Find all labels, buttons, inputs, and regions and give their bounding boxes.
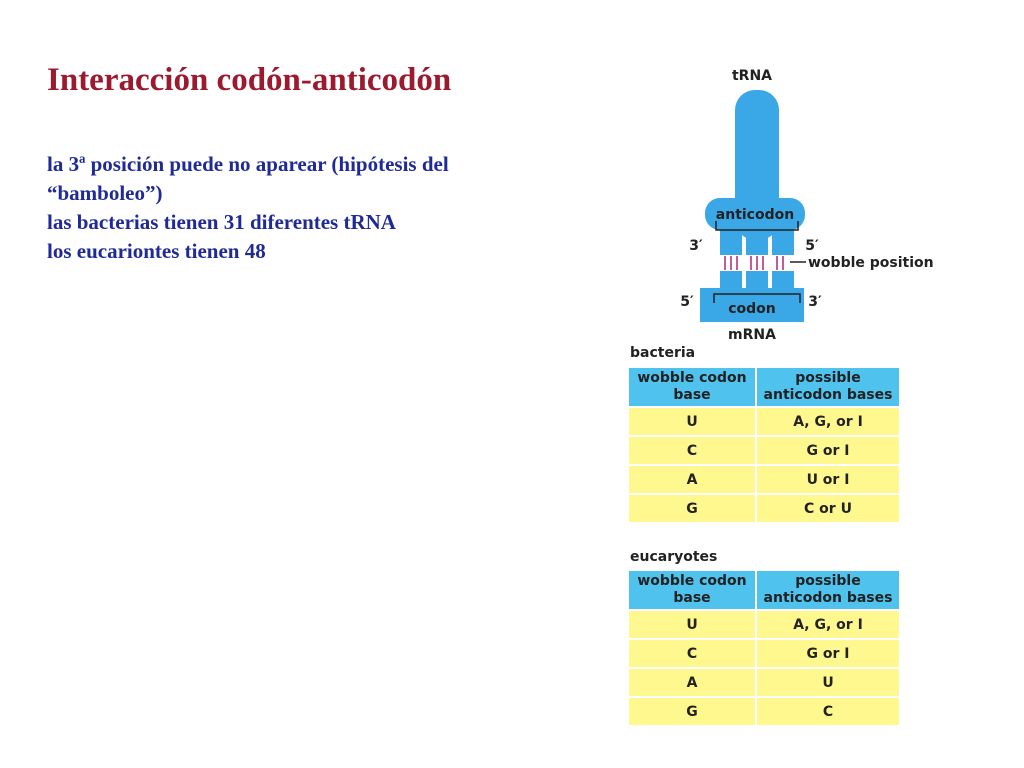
bacteria-table-label: bacteria xyxy=(630,345,696,361)
header-text: possible xyxy=(795,573,861,589)
column-header-wobble-codon xyxy=(629,571,755,609)
table-cell: U xyxy=(629,408,755,435)
anticodon-label: anticodon xyxy=(715,207,795,223)
table-cell: G or I xyxy=(757,640,899,667)
base-pair-lines xyxy=(725,256,783,270)
header-text: base xyxy=(673,387,711,403)
table-cell: C xyxy=(629,437,755,464)
codon-3-prime-label: 3′ xyxy=(808,294,822,310)
table-cell: U xyxy=(629,611,755,638)
table-cell: A, G, or I xyxy=(757,408,899,435)
table-cell: C xyxy=(757,698,899,725)
text-line: “bamboleo”) xyxy=(47,181,163,205)
trna-label: tRNA xyxy=(731,68,773,84)
table-header-row xyxy=(629,571,899,609)
column-header-anticodon-bases xyxy=(757,368,899,406)
table-cell: G xyxy=(629,495,755,522)
column-header-anticodon-bases xyxy=(757,571,899,609)
header-text: anticodon bases xyxy=(763,590,893,606)
table-row xyxy=(629,698,899,725)
codon-label: codon xyxy=(728,301,776,317)
header-text: wobble codon xyxy=(637,370,747,386)
table-header-row xyxy=(629,368,899,406)
anticodon-3-prime-label: 3′ xyxy=(689,238,703,254)
table-row xyxy=(629,495,899,522)
header-text: possible xyxy=(795,370,861,386)
table-cell: A xyxy=(629,669,755,696)
slide-title: Interacción codón-anticodón xyxy=(47,62,452,98)
trna-codon-diagram xyxy=(600,60,960,345)
table-row xyxy=(629,437,899,464)
table-row xyxy=(629,640,899,667)
table-row xyxy=(629,466,899,493)
table-cell: G xyxy=(629,698,755,725)
text-line: los eucariontes tienen 48 xyxy=(47,239,266,263)
text-line: las bacterias tienen 31 diferentes tRNA xyxy=(47,210,396,234)
wobble-position-label: wobble position xyxy=(808,255,934,271)
text-line: la 3ª posición puede no aparear (hipótesis del xyxy=(47,152,449,176)
header-text: wobble codon xyxy=(637,573,747,589)
table-cell: A, G, or I xyxy=(757,611,899,638)
slide-text xyxy=(47,150,547,266)
codon-5-prime-label: 5′ xyxy=(680,294,694,310)
eucaryotes-wobble-table xyxy=(627,569,901,727)
table-cell: U xyxy=(757,669,899,696)
table-row xyxy=(629,611,899,638)
table-cell: A xyxy=(629,466,755,493)
table-row xyxy=(629,669,899,696)
header-text: base xyxy=(673,590,711,606)
mrna-label: mRNA xyxy=(728,327,776,343)
column-header-wobble-codon xyxy=(629,368,755,406)
table-cell: C or U xyxy=(757,495,899,522)
eucaryotes-table-label: eucaryotes xyxy=(630,549,718,565)
table-cell: G or I xyxy=(757,437,899,464)
header-text: anticodon bases xyxy=(763,387,893,403)
anticodon-5-prime-label: 5′ xyxy=(805,238,819,254)
table-cell: C xyxy=(629,640,755,667)
bacteria-wobble-table xyxy=(627,366,901,524)
table-cell: U or I xyxy=(757,466,899,493)
table-row xyxy=(629,408,899,435)
